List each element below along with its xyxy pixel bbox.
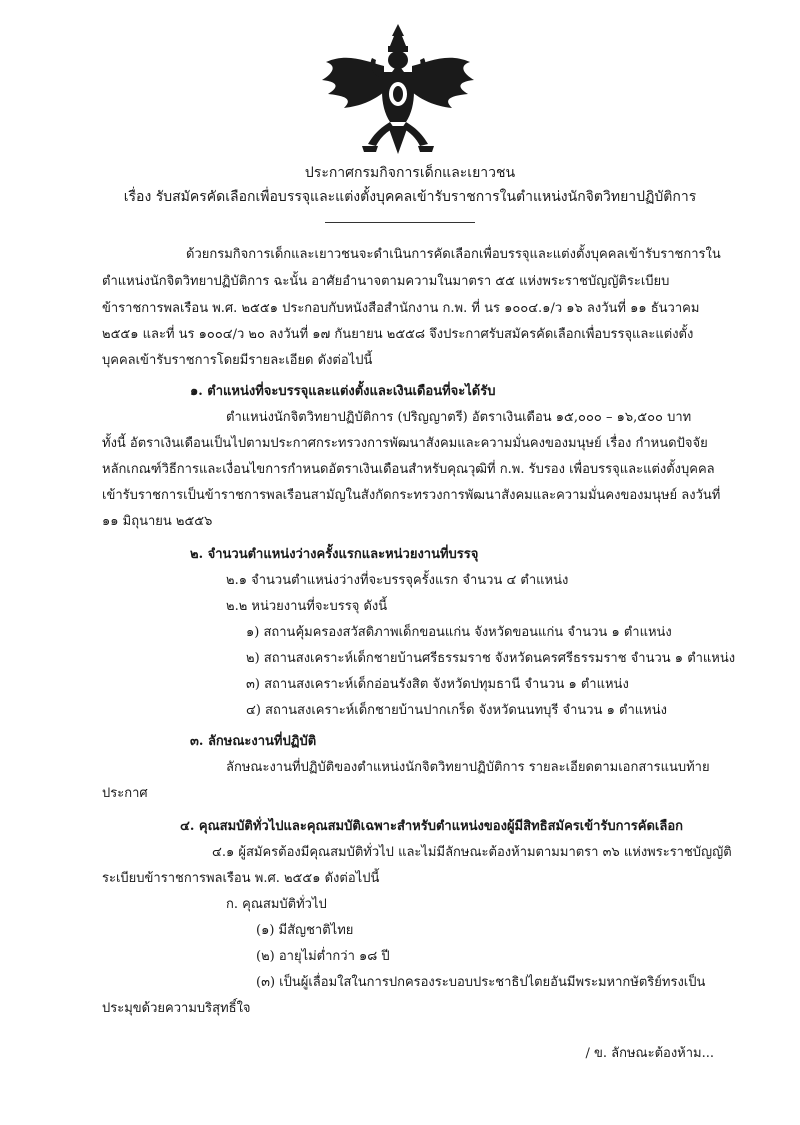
intro-line: ข้าราชการพลเรือน พ.ศ. ๒๕๕๑ ประกอบกับหนังสือสำนักงาน ก.พ. ที่ นร ๑๐๐๔.๑/ว ๑๖ ลงวันที่ ๑๑ ธันวาคม [102, 301, 700, 316]
qualification-continuation: ประมุขด้วยความบริสุทธิ์ใจ [102, 1001, 251, 1016]
section-4-heading: ๔. คุณสมบัติทั่วไปและคุณสมบัติเฉพาะสำหรับตำแหน่งของผู้มีสิทธิสมัครเข้ารับการคัดเลือก [180, 819, 683, 834]
section-3-heading: ๓. ลักษณะงานที่ปฏิบัติ [190, 734, 317, 749]
announcement-subject: เรื่อง รับสมัครคัดเลือกเพื่อบรรจุและแต่งตั้งบุคคลเข้ารับราชการในตำแหน่งนักจิตวิทยาปฏิบัติการ [123, 189, 697, 205]
section-2-sub-2: ๒.๒ หน่วยงานที่จะบรรจุ ดังนี้ [226, 599, 388, 614]
section-3-line: ประกาศ [102, 786, 148, 801]
unit-item: ๑) สถานคุ้มครองสวัสดิภาพเด็กขอนแก่น จังหวัดขอนแก่น จำนวน ๑ ตำแหน่ง [246, 625, 672, 640]
section-1-line: เข้ารับราชการเป็นข้าราชการพลเรือนสามัญในสังกัดกระทรวงการพัฒนาสังคมและความมั่นคงของมนุษย์ ลงวันที่ [102, 488, 721, 503]
intro-line: ๒๕๕๑ และที่ นร ๑๐๐๔/ว ๒๐ ลงวันที่ ๑๗ กันยายน ๒๕๕๘ จึงประกาศรับสมัครคัดเลือกเพื่อบรรจุและแต่งตั้ง [102, 327, 694, 342]
section-1-line: หลักเกณฑ์วิธีการและเงื่อนไขการกำหนดอัตราเงินเดือนสำหรับคุณวุฒิที่ ก.พ. รับรอง เพื่อบรรจุและแต่งตั้งบุคคล [102, 462, 715, 477]
section-4-line: ๔.๑ ผู้สมัครต้องมีคุณสมบัติทั่วไป และไม่มีลักษณะต้องห้ามตามมาตรา ๓๖ แห่งพระราชบัญญัติ [212, 845, 732, 860]
section-1-line: ๑๑ มิถุนายน ๒๕๕๖ [102, 514, 213, 529]
header-divider [325, 222, 475, 223]
unit-item: ๒) สถานสงเคราะห์เด็กชายบ้านศรีธรรมราช จังหวัดนครศรีธรรมราช จำนวน ๑ ตำแหน่ง [246, 651, 736, 666]
intro-line: บุคคลเข้ารับราชการโดยมีรายละเอียด ดังต่อไปนี้ [102, 353, 373, 368]
section-4-line: ระเบียบข้าราชการพลเรือน พ.ศ. ๒๕๕๑ ดังต่อไปนี้ [102, 871, 380, 886]
section-1-heading: ๑. ตำแหน่งที่จะบรรจุและแต่งตั้งและเงินเดือนที่จะได้รับ [190, 384, 496, 399]
intro-line: ด้วยกรมกิจการเด็กและเยาวชนจะดำเนินการคัดเลือกเพื่อบรรจุและแต่งตั้งบุคคลเข้ารับราชการใน [186, 247, 721, 262]
unit-item: ๔) สถานสงเคราะห์เด็กชายบ้านปากเกร็ด จังหวัดนนทบุรี จำนวน ๑ ตำแหน่ง [246, 703, 667, 718]
announcement-title: ประกาศกรมกิจการเด็กและเยาวชน [304, 165, 516, 181]
section-2-heading: ๒. จำนวนตำแหน่งว่างครั้งแรกและหน่วยงานที่บรรจุ [190, 547, 479, 562]
section-1-line: ตำแหน่งนักจิตวิทยาปฏิบัติการ (ปริญญาตรี) อัตราเงินเดือน ๑๕,๐๐๐ – ๑๖,๕๐๐ บาท [226, 410, 692, 425]
garuda-emblem-icon [318, 22, 478, 157]
section-1-line: ทั้งนี้ อัตราเงินเดือนเป็นไปตามประกาศกระทรวงการพัฒนาสังคมและความมั่นคงของมนุษย์ เรื่อง กำหนดปัจจัย [102, 436, 708, 451]
qualification-item: (๒) อายุไม่ต่ำกว่า ๑๘ ปี [256, 949, 390, 964]
intro-line: ตำแหน่งนักจิตวิทยาปฏิบัติการ ฉะนั้น อาศัยอำนาจตามความในมาตรา ๕๕ แห่งพระราชบัญญัติระเบียบ [102, 274, 670, 289]
section-3-line: ลักษณะงานที่ปฏิบัติของตำแหน่งนักจิตวิทยาปฏิบัติการ รายละเอียดตามเอกสารแนบท้าย [226, 760, 710, 775]
next-page-marker: / ข. ลักษณะต้องห้าม... [585, 1046, 714, 1061]
unit-item: ๓) สถานสงเคราะห์เด็กอ่อนรังสิต จังหวัดปทุมธานี จำนวน ๑ ตำแหน่ง [246, 677, 629, 692]
section-2-sub-1: ๒.๑ จำนวนตำแหน่งว่างที่จะบรรจุครั้งแรก จำนวน ๔ ตำแหน่ง [226, 573, 569, 588]
section-4-sub-a: ก. คุณสมบัติทั่วไป [226, 897, 327, 912]
qualification-item: (๑) มีสัญชาติไทย [256, 923, 354, 938]
qualification-item: (๓) เป็นผู้เลื่อมใสในการปกครองระบอบประชาธิปไตยอันมีพระมหากษัตริย์ทรงเป็น [256, 975, 706, 990]
